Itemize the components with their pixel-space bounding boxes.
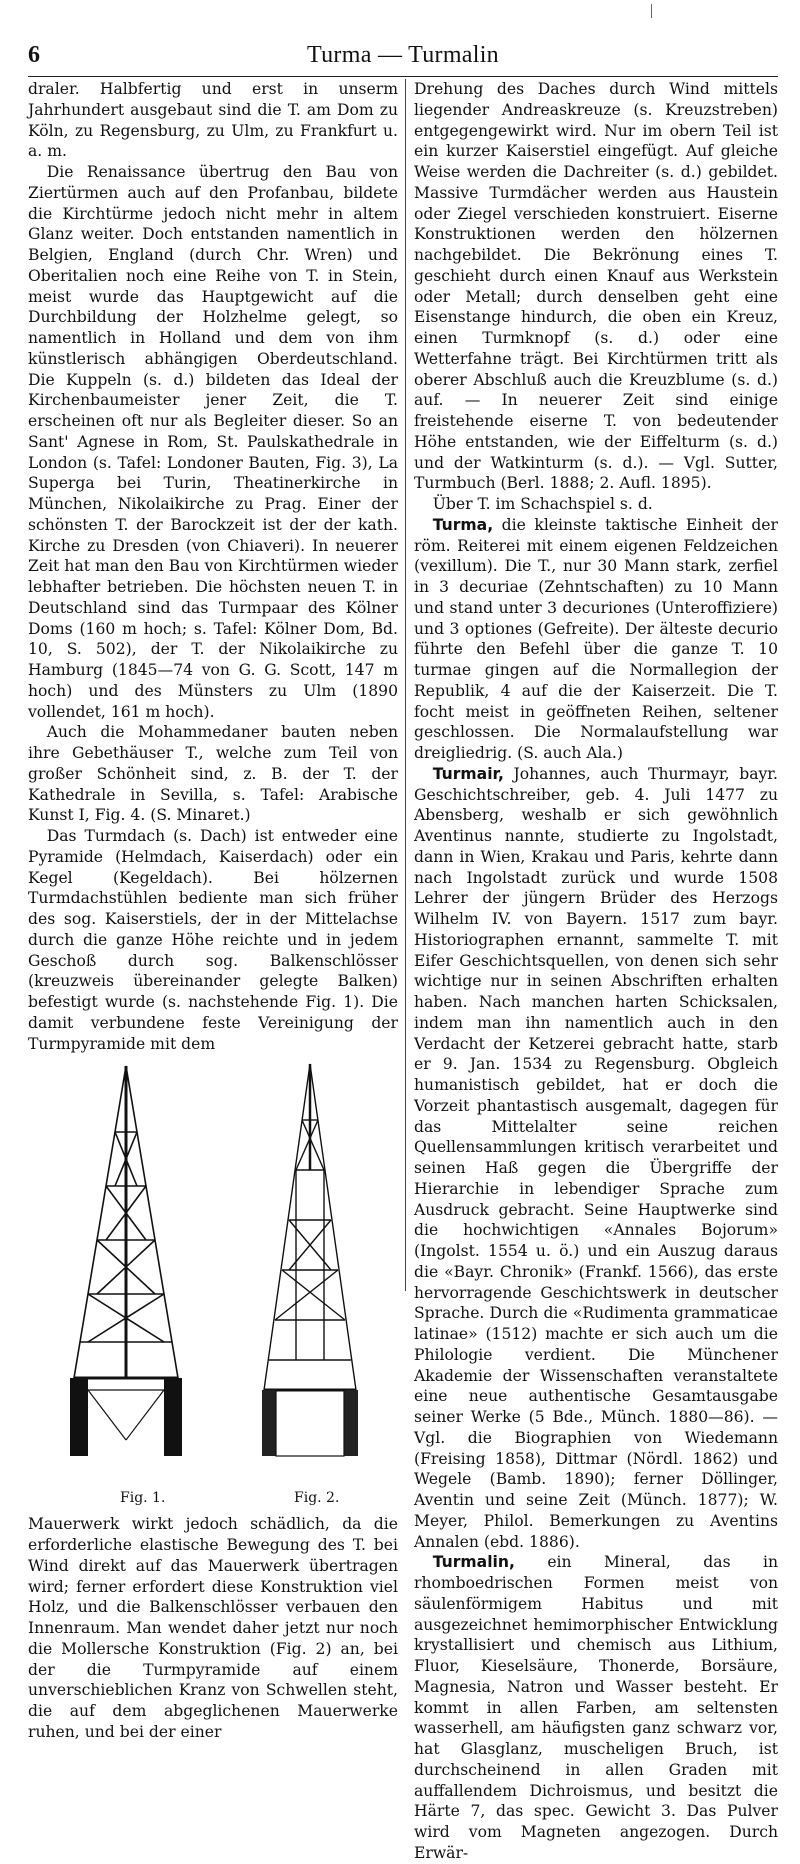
kaiserstiel-roof-drawing xyxy=(66,1060,186,1460)
running-title: Turma — Turmalin xyxy=(307,42,499,68)
paragraph: Auch die Mohammedaner bauten neben ihre Gebethäuser T., welche zum Teil von großer Schönheit sind, z. B. der T. der Kathedrale in Sevilla, s. Tafel: Arabische Kunst I, Fig. 4. (S. Minaret.) xyxy=(28,723,398,825)
entry-headword: Turma, xyxy=(432,515,494,534)
right-column xyxy=(414,79,778,1864)
moller-roof-drawing xyxy=(256,1060,364,1460)
tower-roof-figures xyxy=(28,1060,398,1510)
entry-text: ein Mineral, das in rhomboedrischen Formen meist von säulenförmigem Habitus und mit ausgezeichnet hemimorphischer Entwicklung krystallisiert und chemisch aus Lithium, Fluor, Kieselsäure, Thonerde, Borsäure, Magnesia, Natron und Wasser besteht. Er kommt in allen Farben, am seltensten wasserhell, am häufigsten ganz schwarz vor, hat Glasglanz, muscheligen Bruch, ist durchscheinend in allen Graden mit auffallendem Dichroismus, und besitzt die Härte 7, das spec. Gewicht 3. Das Pulver wird vom Magneten angezogen. Durch Erwär- xyxy=(414,1553,778,1862)
figure-1 xyxy=(66,1060,186,1460)
figure-2-caption: Fig. 2. xyxy=(294,1489,340,1506)
paragraph: Drehung des Daches durch Wind mittels liegender Andreaskreuze (s. Kreuzstreben) entgegengewirkt wird. Nur im obern Teil ist ein kurzer Kaiserstiel eingefügt. Auf gleiche Weise werden die Dachreiter (s. d.) gebildet. Massive Turmdächer werden aus Haustein oder Ziegel verschieden konstruiert. Eiserne Konstruktionen werden den hölzernen nachgebildet. Die Bekrönung eines T. geschieht durch einen Knauf aus Werkstein oder Metall; durch denselben geht eine Eisenstange hindurch, die oben ein Kreuz, einen Turmknopf (s. d.) oder eine Wetterfahne trägt. Bei Kirchtürmen tritt als oberer Abschluß auch die Kreuzblume (s. d.) auf. — In neuerer Zeit sind einige freistehende eiserne T. von bedeutender Höhe entstanden, wie der Eiffelturm (s. d.) und der Watkinturm (s. d.). — Vgl. Sutter, Turmbuch (Berl. 1888; 2. Aufl. 1895). xyxy=(414,80,778,493)
figure-2 xyxy=(256,1060,364,1460)
paragraph: Über T. im Schachspiel s. d. xyxy=(432,495,653,513)
entry-headword: Turmair, xyxy=(432,764,504,783)
entry-turma xyxy=(414,515,778,764)
entry-headword: Turmalin, xyxy=(432,1553,515,1572)
scan-mark xyxy=(651,4,652,18)
header-rule xyxy=(28,76,778,77)
left-column xyxy=(28,79,398,1743)
entry-text: Johannes, auch Thurmayr, bayr. Geschichtschreiber, geb. 4. Juli 1477 zu Abensberg, weshalb er sich gewöhnlich Aventinus nannte, studierte zu Ingolstadt, dann in Wien, Krakau und Paris, kehrte dann nach Ingolstadt zurück und wurde 1508 Lehrer der jüngern Brüder des Herzogs Wilhelm IV. von Bayern. 1517 zum bayr. Historiographen ernannt, sammelte T. mit Eifer Geschichtsquellen, von denen sich sehr wichtige nur in seinen Abschriften erhalten haben. Nach manchen harten Schicksalen, indem man ihn namentlich auch in den Verdacht der Ketzerei gebracht hatte, starb er 9. Jan. 1534 zu Regensburg. Obgleich humanistisch gebildet, hat er doch die Vorzeit phantastisch ausgemalt, dagegen für das Mittelalter seine reichen Quellensammlungen kritisch verarbeitet und seinen Haß gegen die Übergriffe der Hierarchie in lebendiger Sprache zum Ausdruck gebracht. Seine Hauptwerke sind die hochwichtigen «Annales Bojorum» (Ingolst. 1554 u. ö.) und ein Auszug daraus die «Bayr. Chronik» (Frankf. 1566), das erste hervorragende Geschichtswerk in deutscher Sprache. Durch die «Rudimenta grammaticae latinae» (1512) machte er sich auch um die Philologie verdient. Die Münchener Akademie der Wissenschaften veranstaltete eine neue authentische Gesamtausgabe seiner Werke (5 Bde., Münch. 1880—86). — Vgl. die Biographien von Wiedemann (Freising 1858), Dittmar (Nördl. 1862) und Wegele (Bamb. 1890); ferner Döllinger, Aventin und seine Zeit (Münch. 1877); W. Meyer, Philol. Bemerkungen zu Aventins Annalen (ebd. 1886). xyxy=(414,764,778,1551)
entry-text: die kleinste taktische Einheit der röm. Reiterei mit einem eigenen Feldzeichen (vexillum). Die T., nur 30 Mann stark, zerfiel in 3 decuriae (Zehntschaften) zu 10 Mann und stand unter 3 decuriones (Unteroffiziere) und 3 optiones (Gefreite). Der älteste decurio führte den Befehl über die ganze T. 10 turmae gingen auf die Normallegion der Republik, 4 auf die der Kaiserzeit. Die T. focht meist in geöffneten Reihen, seltener geschlossen. Die Normalaufstellung war dreigliedrig. (S. auch Ala.) xyxy=(414,515,778,762)
entry-turmair xyxy=(414,764,778,1553)
paragraph: Mauerwerk wirkt jedoch schädlich, da die erforderliche elastische Bewegung des T. bei Wind direkt auf das Mauerwerk übertragen wird; ferner erfordert diese Konstruktion viel Holz, und die Balkenschlösser verbauen den Innenraum. Man wendet daher jetzt nur noch die Mollersche Konstruktion (Fig. 2) an, bei der die Turmpyramide auf einem unverschieblichen Kranz von Schwellen steht, die auf dem abgeglichenen Mauerwerke ruhen, und bei der einer xyxy=(28,1515,398,1741)
paragraph: draler. Halbfertig und erst in unserm Jahrhundert ausgebaut sind die T. am Dom zu Köln, zu Regensburg, zu Ulm, zu Frankfurt u. a. m. xyxy=(28,80,398,161)
paragraph: Die Renaissance übertrug den Bau von Ziertürmen auch auf den Profanbau, bildete die Kirchtürme jedoch nicht mehr in altem Glanz weiter. Doch entstanden namentlich in Belgien, England (durch Chr. Wren) und Oberitalien noch eine Reihe von T. in Stein, meist wurde das Hauptgewicht auf die Durchbildung der Holzhelme gelegt, so namentlich in Holland und dem von ihm künstlerisch abhängigen Oberdeutschland. Die Kuppeln (s. d.) bildeten das Ideal der Kirchenbaumeister jener Zeit, die T. erscheinen oft nur als Begleiter dieser. So an Sant' Agnese in Rom, St. Paulskathedrale in London (s. Tafel: Londoner Bauten, Fig. 3), La Superga bei Turin, Theatinerkirche in München, Nikolaikirche zu Prag. Einer der schönsten T. der Barockzeit ist der der kath. Kirche zu Dresden (von Chiaveri). In neuerer Zeit hat man den Bau von Kirchtürmen wieder lebhafter betrieben. Die höchsten neuen T. in Deutschland sind das Turmpaar des Kölner Doms (160 m hoch; s. Tafel: Kölner Dom, Bd. 10, S. 502), der T. der Nikolaikirche zu Hamburg (1845—74 von G. G. Scott, 147 m hoch) und des Münsters zu Ulm (1890 vollendet, 161 m hoch). xyxy=(28,163,398,721)
figure-1-caption: Fig. 1. xyxy=(120,1489,166,1506)
paragraph: Das Turmdach (s. Dach) ist entweder eine Pyramide (Helmdach, Kaiserdach) oder ein Kegel (Kegeldach). Bei hölzernen Turmdachstühlen bediente man sich früher des sog. Kaiserstiels, der in der Mittelachse durch die ganze Höhe reichte und in jedem Geschoß durch sog. Balkenschlösser (kreuzweis übereinander gelegte Balken) befestigt wurde (s. nachstehende Fig. 1). Die damit verbundene feste Vereinigung der Turmpyramide mit dem xyxy=(28,827,398,1053)
entry-turmalin xyxy=(414,1552,778,1863)
page-number: 6 xyxy=(28,42,40,68)
column-divider xyxy=(405,79,406,1291)
page-header xyxy=(28,42,778,72)
